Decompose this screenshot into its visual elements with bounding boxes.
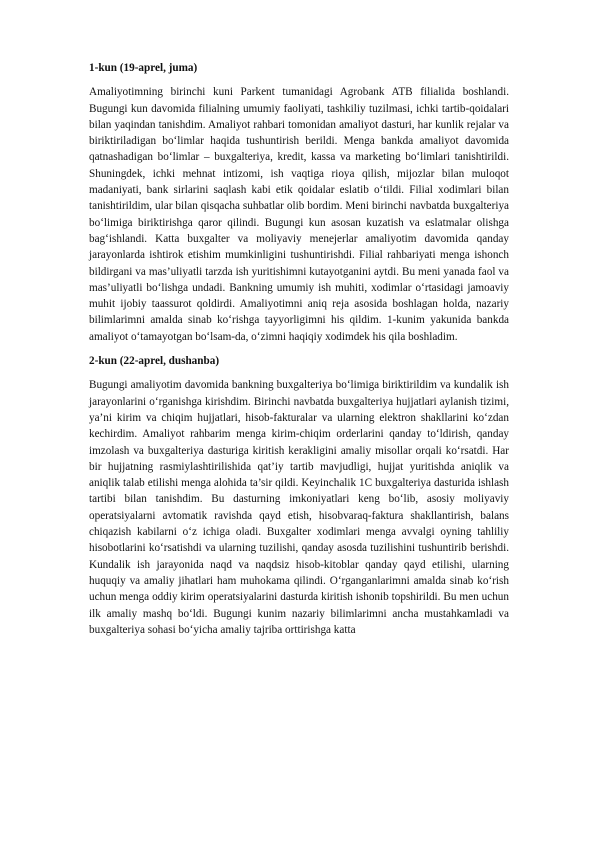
document-page bbox=[89, 60, 509, 646]
day1-paragraph: Amaliyotimning birinchi kuni Parkent tumanidagi Agrobank ATB filialida boshlandi. Bugungi kun davomida filialning umumiy faoliyati, tashkiliy tuzilmasi, ichki tartib-qoidalari bilan yaqindan tanishdim. Amaliyot rahbari tomonidan amaliyot dasturi, har kunlik rejalar va biriktiriladigan bo‘limlar haqida tushuntirish berildi. Menga bankda amaliyot davomida qatnashadigan bo‘limlar – buxgalteriya, kredit, kassa va marketing bo‘limlari tanishtirildi. Shuningdek, ichki mehnat intizomi, ish vaqtiga rioya qilish, mijozlar bilan muloqot madaniyati, bank sirlarini saqlash kabi etik qoidalar eslatib o‘tildi. Filial xodimlari bilan tanishtirildim, ular bilan qisqacha suhbatlar olib bordim. Meni birinchi navbatda buxgalteriya bo‘limiga biriktirishga qaror qilindi. Bugungi kun asosan kuzatish va eslatmalar olishga bag‘ishlandi. Katta buxgalter va moliyaviy menejerlar amaliyotim davomida qanday jarayonlarda ishtirok etishim mumkinligini tushuntirishdi. Filial rahbariyati menga ishonch bildirgani va mas’uliyatli tarzda ish yuritishimni kutayotganini aytdi. Bu meni yanada faol va mas’uliyatli bo‘lishga undadi. Bankning umumiy ish muhiti, xodimlar o‘rtasidagi jamoaviy muhit ijobiy taassurot qoldirdi. Amaliyotimni aniq reja asosida boshlagan holda, nazariy bilimlarimni amalda sinab ko‘rishga tayyorligimni his qildim. 1-kunim yakunida bankda amaliyot o‘tamayotgan bo‘lsam-da, o‘zimni haqiqiy xodimdek his qila boshladim. bbox=[89, 86, 509, 343]
day2-heading: 2-kun (22-aprel, dushanba) bbox=[89, 355, 220, 368]
day1-heading: 1-kun (19-aprel, juma) bbox=[89, 62, 198, 74]
day2-paragraph: Bugungi amaliyotim davomida bankning buxgalteriya bo‘limiga biriktirildim va kundalik ish jarayonlarini o‘rganishga kirishdim. Birinchi navbatda buxgalteriya hujjatlari aylanish tizimi, ya’ni kirim va chiqim hujjatlari, hisob-fakturalar va ularning elektron shakllarini ko‘zdan kechirdim. Amaliyot rahbarim menga kirim-chiqim orderlarini qanday to‘ldirish, qanday imzolash va buxgalteriya dasturiga kiritish kerakligini amaliy misollar orqali ko‘rsatdi. Har bir hujjatning rasmiylashtirilishida qat’iy tartib mavjudligi, hujjat yuritishda aniqlik va aniqlik talab etilishi menga alohida ta’sir qildi. Keyinchalik 1C buxgalteriya dasturida ishlash tartibi bilan tanishdim. Bu dasturning imkoniyatlari keng bo‘lib, asosiy moliyaviy operatsiyalarni avtomatik ravishda qayd etish, hisobvaraq-faktura shakllantirish, balans chiqazish kabilarni o‘z ichiga oladi. Buxgalter xodimlari menga avvalgi oyning tahliliy hisobotlarini ko‘rsatishdi va ularning tuzilishi, qanday asosda tuzilishini tushuntirib berishdi. Kundalik ish jarayonida naqd va naqdsiz hisob-kitoblar qanday qayd etilishi, ularning huquqiy va amaliy jihatlari ham muhokama qilindi. O‘rganganlarimni amalda sinab ko‘rish uchun menga oddiy kirim operatsiyalarini dasturda kiritish ishonib topshirildi. Bu men uchun ilk amaliy mashq bo‘ldi. Bugungi kunim nazariy bilimlarimni ancha mustahkamladi va buxgalteriya sohasi bo‘yicha amaliy tajriba orttirishga katta bbox=[89, 379, 509, 636]
